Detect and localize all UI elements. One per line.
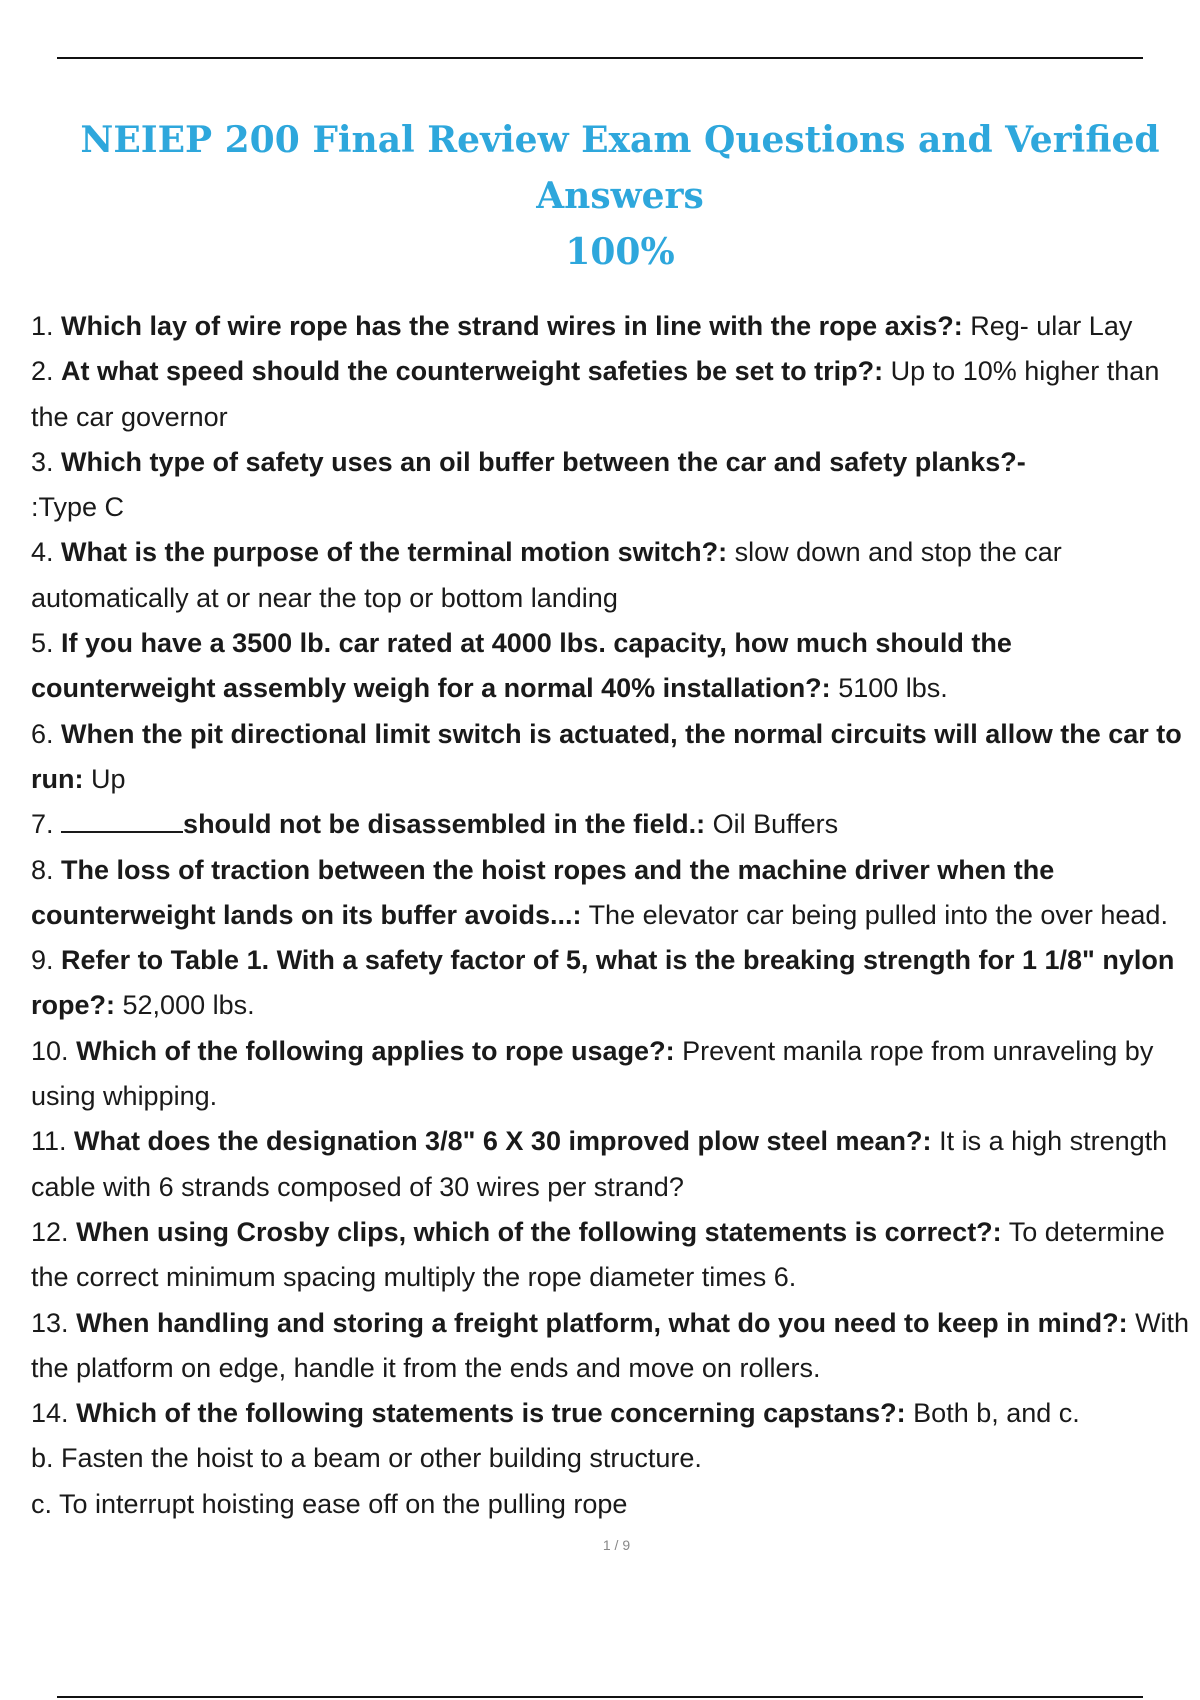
answer-option-c-text: c. To interrupt hoisting ease off on the pulling rope xyxy=(31,1488,628,1519)
question-text: The loss of traction between the hoist ropes and the machine driver when the counterweight lands on its buffer avoids...: xyxy=(31,854,1055,930)
question-number: 12. xyxy=(31,1216,69,1247)
question-text: Which lay of wire rope has the strand wires in line with the rope axis?: xyxy=(61,311,963,341)
question-text: Which type of safety uses an oil buffer between the car and safety planks?- xyxy=(61,446,1026,477)
question-item-11 xyxy=(31,1119,1191,1210)
question-item-12 xyxy=(31,1210,1191,1301)
question-number: 10. xyxy=(31,1035,69,1066)
answer-text: 5100 lbs. xyxy=(838,673,948,704)
question-number: 1. xyxy=(31,311,54,341)
question-text: Which of the following statements is true concerning capstans?: xyxy=(76,1398,906,1429)
question-text: When using Crosby clips, which of the following statements is correct?: xyxy=(76,1216,1002,1247)
answer-text: Prevent manila rope from unraveling by using whipping. xyxy=(31,1035,1154,1112)
answer-text: It is a high strength cable with 6 strands composed of 30 wires per strand? xyxy=(31,1126,1168,1202)
question-item-3 xyxy=(31,440,1191,531)
question-number: 13. xyxy=(31,1307,69,1338)
answer-text: Up to 10% higher than the car governor xyxy=(31,356,1160,432)
question-number: 7. xyxy=(31,809,54,840)
question-text: Refer to Table 1. With a safety factor of 5, what is the breaking strength for 1 1/8" nylon rope?: xyxy=(31,945,1175,1021)
question-item-13 xyxy=(31,1301,1191,1392)
question-item-7 xyxy=(31,802,1191,847)
question-text: Which of the following applies to rope usage?: xyxy=(76,1035,675,1066)
question-text: What is the purpose of the terminal motion switch?: xyxy=(61,537,728,568)
question-number: 5. xyxy=(31,628,54,659)
question-item-9 xyxy=(31,938,1191,1029)
question-number: 3. xyxy=(31,446,54,477)
question-number: 9. xyxy=(31,945,54,976)
question-number: 2. xyxy=(31,356,54,387)
question-item-5 xyxy=(31,621,1191,712)
question-text: What does the designation 3/8" 6 X 30 improved plow steel mean?: xyxy=(74,1126,932,1157)
title-line-1: NEIEP 200 Final Review Exam Questions and Verified Answers xyxy=(80,119,1160,217)
title-line-2: 100% xyxy=(565,231,675,273)
question-item-1 xyxy=(31,304,1191,349)
answer-text: Oil Buffers xyxy=(712,809,839,840)
question-item-4 xyxy=(31,530,1191,621)
question-text: At what speed should the counterweight safeties be set to trip?: xyxy=(61,356,884,387)
question-item-14 xyxy=(31,1391,1191,1436)
answer-option-c xyxy=(31,1482,1191,1527)
answer-option-b xyxy=(31,1436,1191,1481)
answer-option-b-text: b. Fasten the hoist to a beam or other building structure. xyxy=(31,1443,702,1474)
question-number: 6. xyxy=(31,718,54,749)
question-item-8 xyxy=(31,848,1191,939)
question-text: When the pit directional limit switch is actuated, the normal circuits will allow the car to run: xyxy=(31,718,1182,794)
answer-text: With the platform on edge, handle it from the ends and move on rollers. xyxy=(31,1307,1190,1383)
answer-text: slow down and stop the car automatically at or near the top or bottom landing xyxy=(31,537,1062,613)
answer-text: Up xyxy=(91,763,126,794)
question-item-10 xyxy=(31,1029,1191,1120)
question-number: 11. xyxy=(31,1126,67,1157)
answer-text: To determine the correct minimum spacing multiply the rope diameter times 6. xyxy=(31,1216,1165,1293)
question-number: 14. xyxy=(31,1398,69,1429)
question-number: 4. xyxy=(31,537,54,568)
top-divider xyxy=(57,57,1143,59)
answer-text: Both b, and c. xyxy=(913,1398,1080,1429)
answer-text: 52,000 lbs. xyxy=(122,990,255,1021)
question-text: should not be disassembled in the field.: xyxy=(183,809,706,840)
fill-in-blank xyxy=(61,807,183,833)
answer-text: The elevator car being pulled into the over head. xyxy=(588,899,1168,930)
answer-text: :Type C xyxy=(31,492,125,523)
bottom-divider xyxy=(57,1696,1143,1698)
question-text: If you have a 3500 lb. car rated at 4000 lbs. capacity, how much should the counterweight assembly weigh for a normal 40% installation?: xyxy=(31,628,1012,704)
question-text: When handling and storing a freight platform, what do you need to keep in mind?: xyxy=(76,1307,1128,1338)
question-item-2 xyxy=(31,349,1191,440)
page-indicator: 1 / 9 xyxy=(602,1537,631,1553)
question-number: 8. xyxy=(31,854,54,885)
question-item-6 xyxy=(31,712,1191,803)
answer-text: Reg- ular Lay xyxy=(970,311,1133,341)
question-list xyxy=(31,304,1191,1527)
document-title xyxy=(40,112,1200,280)
